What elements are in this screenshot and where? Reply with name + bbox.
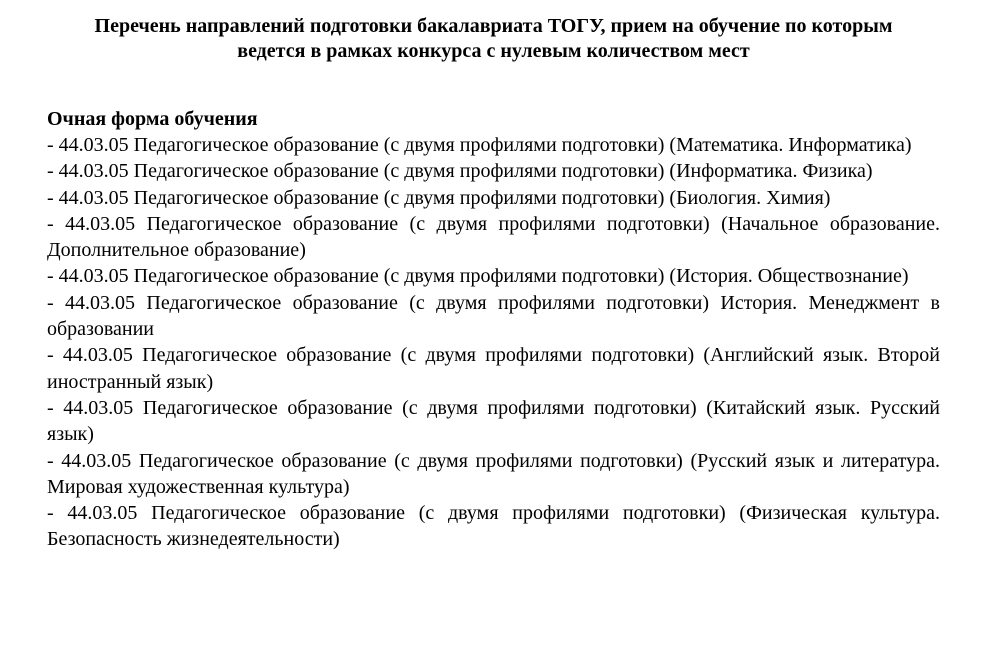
document-title — [47, 14, 940, 64]
program-list — [47, 132, 940, 553]
section-heading: Очная форма обучения — [47, 108, 258, 130]
list-item: - 44.03.05 Педагогическое образование (с двумя профилями подготовки) (Начальное образование. Дополнительное образование) — [47, 212, 940, 262]
title-line-2: ведется в рамках конкурса с нулевым количеством мест — [237, 40, 750, 62]
list-item: - 44.03.05 Педагогическое образование (с двумя профилями подготовки) (Физическая культура. Безопасность жизнедеятельности) — [47, 502, 940, 551]
title-line-1: Перечень направлений подготовки бакалавриата ТОГУ, прием на обучение по которым — [94, 15, 893, 37]
list-item: - 44.03.05 Педагогическое образование (с двумя профилями подготовки) (Математика. Информатика) — [47, 134, 912, 156]
list-item: - 44.03.05 Педагогическое образование (с двумя профилями подготовки) (История. Обществознание) — [47, 265, 909, 288]
list-item: - 44.03.05 Педагогическое образование (с двумя профилями подготовки) (Английский язык. Второй иностранный язык) — [47, 344, 940, 393]
list-item: - 44.03.05 Педагогическое образование (с двумя профилями подготовки) История. Менеджмент в образовании — [47, 291, 940, 341]
list-item: - 44.03.05 Педагогическое образование (с двумя профилями подготовки) (Китайский язык. Русский язык) — [47, 396, 940, 446]
list-item: - 44.03.05 Педагогическое образование (с двумя профилями подготовки) (Русский язык и литература. Мировая художественная культура) — [47, 449, 940, 498]
list-item: - 44.03.05 Педагогическое образование (с двумя профилями подготовки) (Биология. Химия) — [47, 186, 831, 209]
list-item: - 44.03.05 Педагогическое образование (с двумя профилями подготовки) (Информатика. Физика) — [47, 160, 873, 183]
